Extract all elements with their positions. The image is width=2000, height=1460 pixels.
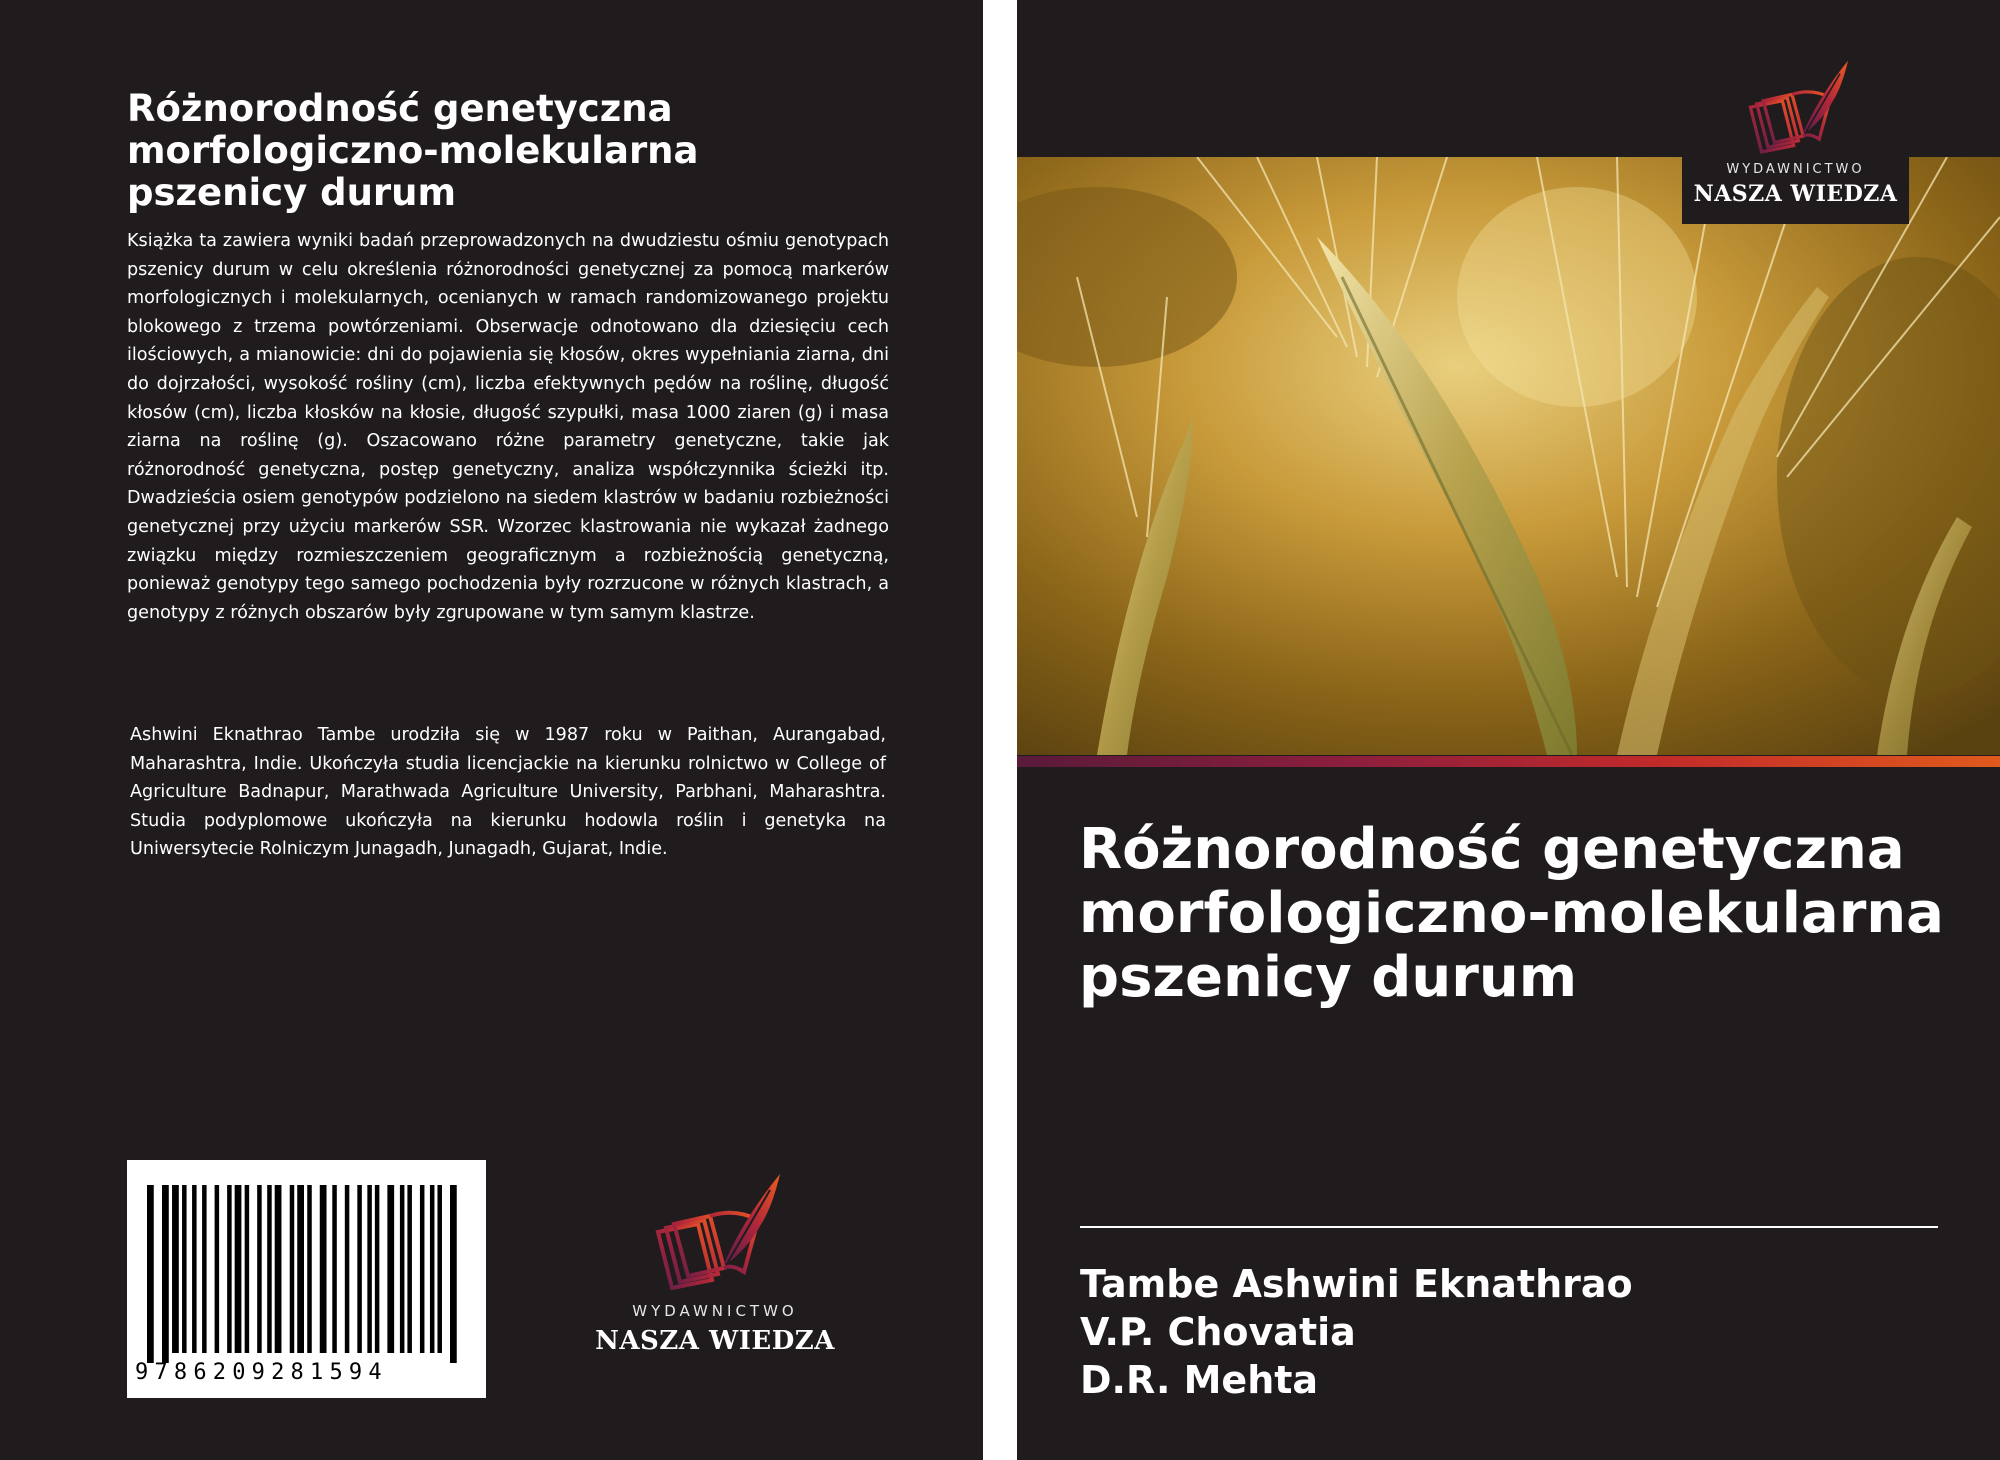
isbn-digits: 9786209281594 [135, 1360, 388, 1385]
barcode-bar [215, 1185, 220, 1353]
barcode-bar [430, 1185, 435, 1353]
barcode-bar [367, 1185, 372, 1353]
barcode-bar [257, 1185, 262, 1353]
book-with-quill-icon [1736, 56, 1856, 160]
back-cover-title: Różnorodność genetyczna morfologiczno-molekularna pszenicy durum [127, 87, 699, 214]
barcode-bar [407, 1185, 412, 1353]
publisher-label: WYDAWNICTWO [1726, 162, 1865, 177]
barcode-bar [297, 1185, 304, 1353]
barcode-bar [202, 1185, 207, 1353]
barcode-bar [162, 1185, 169, 1363]
barcode-bar [235, 1185, 242, 1353]
author-name: D.R. Mehta [1080, 1358, 1319, 1402]
publisher-label: WYDAWNICTWO [632, 1302, 798, 1320]
barcode-bar [332, 1185, 337, 1353]
barcode-bar [147, 1185, 154, 1363]
publisher-logo-box [1682, 52, 1909, 224]
book-description: Książka ta zawiera wyniki badań przeprowadzonych na dwudziestu ośmiu genotypach pszenicy durum w celu określenia różnorodności genetycznej za pomocą markerów morfologicznych i molekularnych, ocenianych w ramach randomizowanego projektu blokowego z trzema powtórzeniami. Obserwacje odnotowano dla dziesięciu cech ilościowych, a mianowicie: dni do pojawienia się kłosów, okres wypełniania ziarna, dni do dojrzałości, wysokość rośliny (cm), liczba efektywnych pędów na roślinę, długość kłosów (cm), liczba kłosków na kłosie, długość szypułki, masa 1000 ziaren (g) i masa ziarna na roślinę (g). Oszacowano różne parametry genetyczne, takie jak różnorodność genetyczna, postęp genetyczny, analiza współczynnika ścieżki itp. Dwadzieścia osiem genotypów podzielono na siedem klastrów w badaniu rozbieżności genetycznej przy użyciu markerów SSR. Wzorzec klastrowania nie wykazał żadnego związku między rozmieszczeniem geograficznym a rozbieżnością genetyczną, ponieważ genotypy tego samego pochodzenia były rozrzucone w różnych klastrach, a genotypy z różnych obszarów były zgrupowane w tym samym klastrze. [127, 231, 889, 623]
author-name: Tambe Ashwini Eknathrao [1080, 1262, 1633, 1306]
publisher-name: NASZA WIEDZA [1693, 181, 1898, 207]
publisher-logo [585, 1168, 845, 1356]
front-cover-title: Różnorodność genetyczna morfologiczno-molekularna pszenicy durum [1079, 817, 1944, 1010]
barcode-bars [147, 1185, 467, 1363]
barcode-bar [275, 1185, 282, 1353]
barcode-bar [290, 1185, 295, 1353]
barcode-bar [307, 1185, 312, 1353]
barcode-bar [400, 1185, 405, 1353]
accent-stripe [1017, 756, 2000, 767]
back-cover [0, 0, 983, 1460]
publisher-logo [1682, 56, 1909, 207]
barcode-bar [182, 1185, 187, 1353]
barcode-bar [192, 1185, 197, 1353]
barcode-bar [357, 1185, 362, 1353]
front-cover [1017, 0, 2000, 1460]
isbn-barcode [127, 1160, 486, 1398]
barcode-bar [227, 1185, 232, 1353]
publisher-name: NASZA WIEDZA [595, 1326, 835, 1356]
author-name: V.P. Chovatia [1080, 1310, 1356, 1354]
divider [1080, 1226, 1938, 1228]
barcode-bar [437, 1185, 442, 1353]
barcode-bar [375, 1185, 380, 1353]
barcode-bar [420, 1185, 425, 1353]
barcode-bar [450, 1185, 457, 1363]
barcode-bar [245, 1185, 250, 1353]
wheat-ears-photo [1017, 157, 2000, 755]
barcode-bar [320, 1185, 327, 1353]
author-list [1080, 1260, 1633, 1404]
book-with-quill-icon [640, 1168, 790, 1298]
barcode-bar [387, 1185, 394, 1353]
barcode-bar [172, 1185, 179, 1353]
barcode-bar [345, 1185, 350, 1353]
barcode-bar [267, 1185, 272, 1353]
author-bio: Ashwini Eknathrao Tambe urodziła się w 1987 roku w Paithan, Aurangabad, Maharashtra, Indie. Ukończyła studia licencjackie na kierunku rolnictwo w College of Agriculture Badnapur, Marathwada Agriculture University, Parbhani, Maharashtra. Studia podyplomowe ukończyła na kierunku hodowla roślin i genetyka na Uniwersytecie Rolniczym Junagadh, Junagadh, Gujarat, Indie. [130, 725, 886, 860]
